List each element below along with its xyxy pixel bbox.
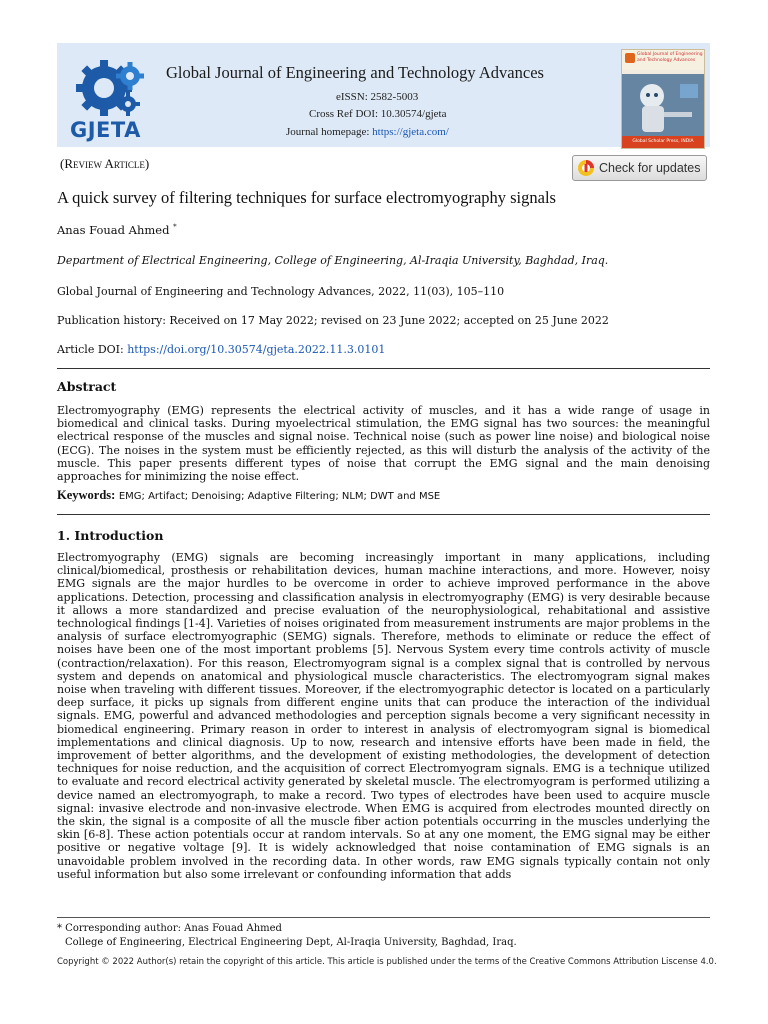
cover-footer: Global Scholar Press, INDIA — [622, 136, 704, 148]
article-title: A quick survey of filtering techniques for surface electromyography signals — [57, 188, 556, 207]
introduction-text: Electromyography (EMG) signals are becoming increasingly important in many applications, including clinical/biomedical, prosthesis or rehabilitation devices, human machine interactions, and more. However, noisy EMG signals are the major hurdles to be overcome in order to achieve improved performance in the above applications. Detection, processing and classification analysis in electromyography (EMG) is very desirable because it allows a more standardized and precise evaluation of the neurophysiological, rehabitational and assistive technological findings [1-4]. Varieties of noises originated from measurement instruments are major problems in the analysis of surface electromyographic (SEMG) signals. Therefore, methods to eliminate or reduce the effect of noises have been one of the most important problems [5]. Nervous System every time controls activity of muscle (contraction/relaxation). For this reason, Electromyogram signal is a complex signal that is controlled by nervous system and depends on anatomical and physiological muscle characteristics. The electromyogram signal makes noise when traveling with different tissues. Moreover, if the electromyographic detector is located on a particularly deep surface, it picks up signals from different engine units that can produce the interaction of the individual signals. EMG, powerful and advanced methodologies and perception signals become a very significant necessity in biomedical engineering. Primary reason in order to interest in analysis of electromyogram signal is biomedical implementations and clinical diagnosis. Up to now, research and intensive efforts have been made in field, the improvement of better algorithms, and the development of existing methodologies, the development of detection techniques for noise reduction, and the acquisition of correct Electromyogram signals. EMG is a technique utilized to evaluate and record electrical activity generated by skeletal muscle. The electromyogram is performed utilizing a device named an electromyograph, to make a record. Two types of electrodes have been used to acquire muscle signal: invasive electrode and non-invasive electrode. When EMG is acquired from electrodes mounted directly on the skin, the signal is a composite of all the muscle fiber action potentials occurring in the muscles underlying the skin [6-8]. These action potentials occur at random intervals. So at any one moment, the EMG signal may be either positive or negative voltage [9]. It is widely acknowledged that noise contamination of EMG signals is an unavoidable problem involved in the recording data. In other words, raw EMG signals typically contain not only useful information but also some irrelevant or confounding information that adds — [57, 551, 710, 881]
cover-robot-image — [622, 74, 704, 136]
introduction-heading: 1. Introduction — [57, 528, 164, 543]
check-for-updates-button[interactable] — [572, 155, 707, 181]
keywords-values: EMG; Artifact; Denoising; Adaptive Filtering; NLM; DWT and MSE — [118, 491, 441, 502]
divider-mid — [57, 514, 710, 515]
keywords-line — [57, 488, 440, 503]
corresponding-author: * Corresponding author: Anas Fouad Ahmed — [57, 923, 282, 934]
copyright-notice: Copyright © 2022 Author(s) retain the copyright of this article. This article is published under the terms of the Creative Commons Attribution Liscense 4.0. — [57, 957, 717, 967]
abstract-heading: Abstract — [57, 379, 117, 394]
logo-text: GJETA — [70, 118, 141, 142]
divider-top — [57, 368, 710, 369]
eissn-line: eISSN: 2582-5003 — [336, 91, 419, 103]
author-name — [57, 223, 177, 237]
publication-history: Publication history: Received on 17 May 2022; revised on 23 June 2022; accepted on 25 June 2022 — [57, 314, 609, 327]
corresponding-address: College of Engineering, Electrical Engineering Dept, Al-Iraqia University, Baghdad, Iraq. — [65, 937, 517, 948]
abstract-text: Electromyography (EMG) represents the electrical activity of muscles, and it has a wide range of usage in biomedical and clinical tasks. During myoelectrical stimulation, the EMG signal has two sources: the meaningful electrical response of the muscles and signal noise. Technical noise (such as power line noise) and biological noise (ECG). The noises in the system must be efficiently rejected, as this will disturb the analysis of the activity of the muscle. This paper presents different types of noise that corrupt the EMG signal and the main denoising approaches for minimizing the noise effect. — [57, 404, 710, 484]
author-affiliation: Department of Electrical Engineering, College of Engineering, Al-Iraqia University, Baghdad, Iraq. — [57, 254, 609, 267]
doi-label: Article DOI: — [57, 343, 128, 356]
footnote-divider — [57, 917, 710, 918]
article-doi-line — [57, 343, 385, 356]
author-name-text: Anas Fouad Ahmed — [57, 223, 170, 237]
cover-logo-icon — [625, 53, 635, 63]
article-type: (Review Article) — [60, 156, 150, 171]
cover-title: Global Journal of Engineering and Technology Advances — [637, 52, 703, 63]
check-updates-label: Check for updates — [599, 161, 701, 175]
keywords-label: Keywords: — [57, 488, 116, 502]
homepage-line — [286, 126, 449, 138]
crossref-line: Cross Ref DOI: 10.30574/gjeta — [309, 108, 447, 120]
check-updates-icon — [577, 159, 595, 177]
homepage-link[interactable]: https://gjeta.com/ — [372, 126, 449, 138]
doi-link[interactable]: https://doi.org/10.30574/gjeta.2022.11.3.0101 — [127, 343, 386, 356]
citation-line: Global Journal of Engineering and Technology Advances, 2022, 11(03), 105–110 — [57, 285, 505, 298]
journal-cover-thumbnail — [621, 49, 705, 149]
journal-title: Global Journal of Engineering and Technology Advances — [166, 63, 544, 82]
author-mark: * — [173, 223, 177, 232]
homepage-label: Journal homepage: — [286, 126, 373, 138]
